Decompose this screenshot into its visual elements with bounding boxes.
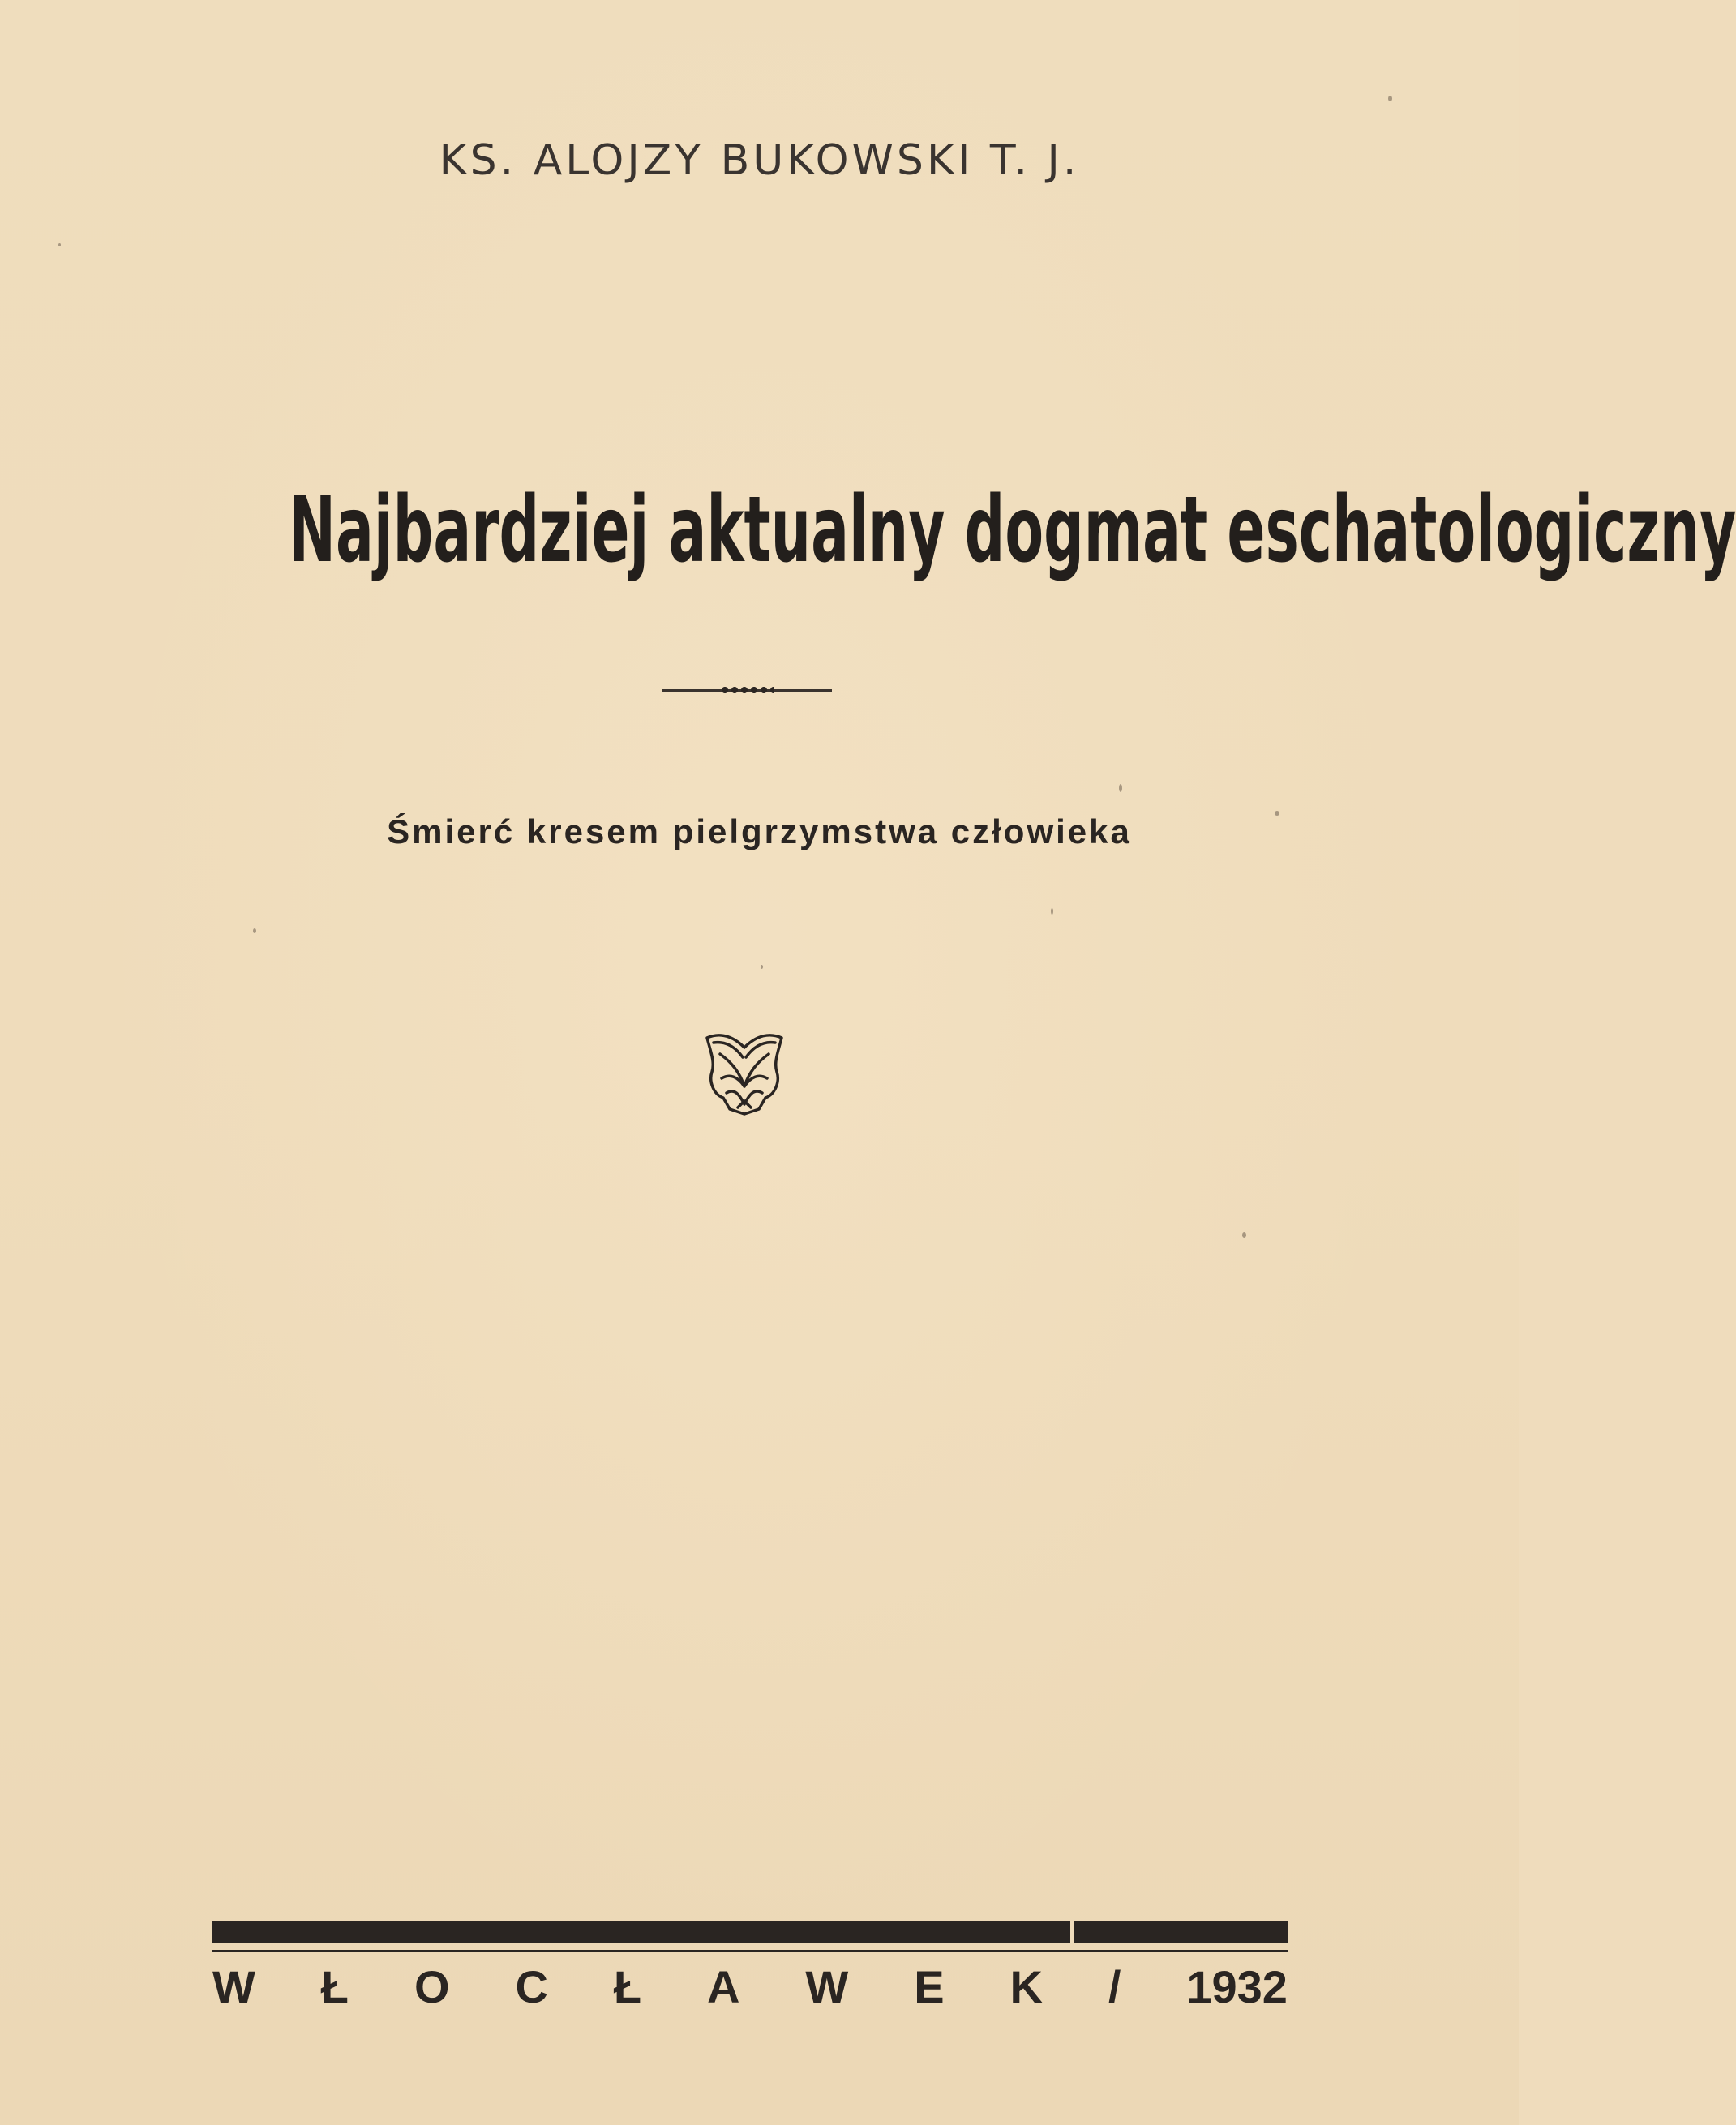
paper-speck bbox=[1119, 784, 1122, 792]
imprint-thin-rule bbox=[212, 1950, 1288, 1952]
paper-speck bbox=[1242, 1232, 1246, 1238]
imprint-year: 1932 bbox=[1186, 1960, 1288, 2012]
imprint-line bbox=[212, 1962, 1288, 2011]
paper-speck bbox=[1388, 96, 1392, 101]
paper-speck bbox=[761, 965, 763, 969]
ornament-dots bbox=[720, 685, 774, 695]
imprint-letter: O bbox=[414, 1960, 450, 2012]
imprint-separator: / bbox=[1108, 1960, 1121, 2012]
imprint-rule-gap bbox=[1070, 1921, 1074, 1943]
imprint-letter: Ł bbox=[613, 1960, 642, 2012]
fox-head-printer-mark-icon bbox=[702, 1030, 787, 1117]
author-name: KS. ALOJZY BUKOWSKI T. J. bbox=[439, 136, 1080, 185]
imprint-letter: K bbox=[1009, 1960, 1043, 2012]
imprint-thick-rule bbox=[212, 1921, 1288, 1943]
book-title: Najbardziej aktualny dogmat eschatologiczny bbox=[288, 478, 1736, 583]
imprint-letter: W bbox=[805, 1960, 849, 2012]
book-subtitle: Śmierć kresem pielgrzymstwa człowieka bbox=[387, 812, 1132, 850]
imprint-letter: A bbox=[707, 1960, 740, 2012]
paper-speck bbox=[58, 243, 61, 246]
imprint-letter: Ł bbox=[320, 1960, 349, 2012]
imprint-letter: W bbox=[212, 1960, 255, 2012]
paper-speck bbox=[1051, 908, 1053, 915]
paper-speck bbox=[253, 928, 256, 933]
imprint-letter: E bbox=[914, 1960, 945, 2012]
imprint-letter: C bbox=[515, 1960, 548, 2012]
